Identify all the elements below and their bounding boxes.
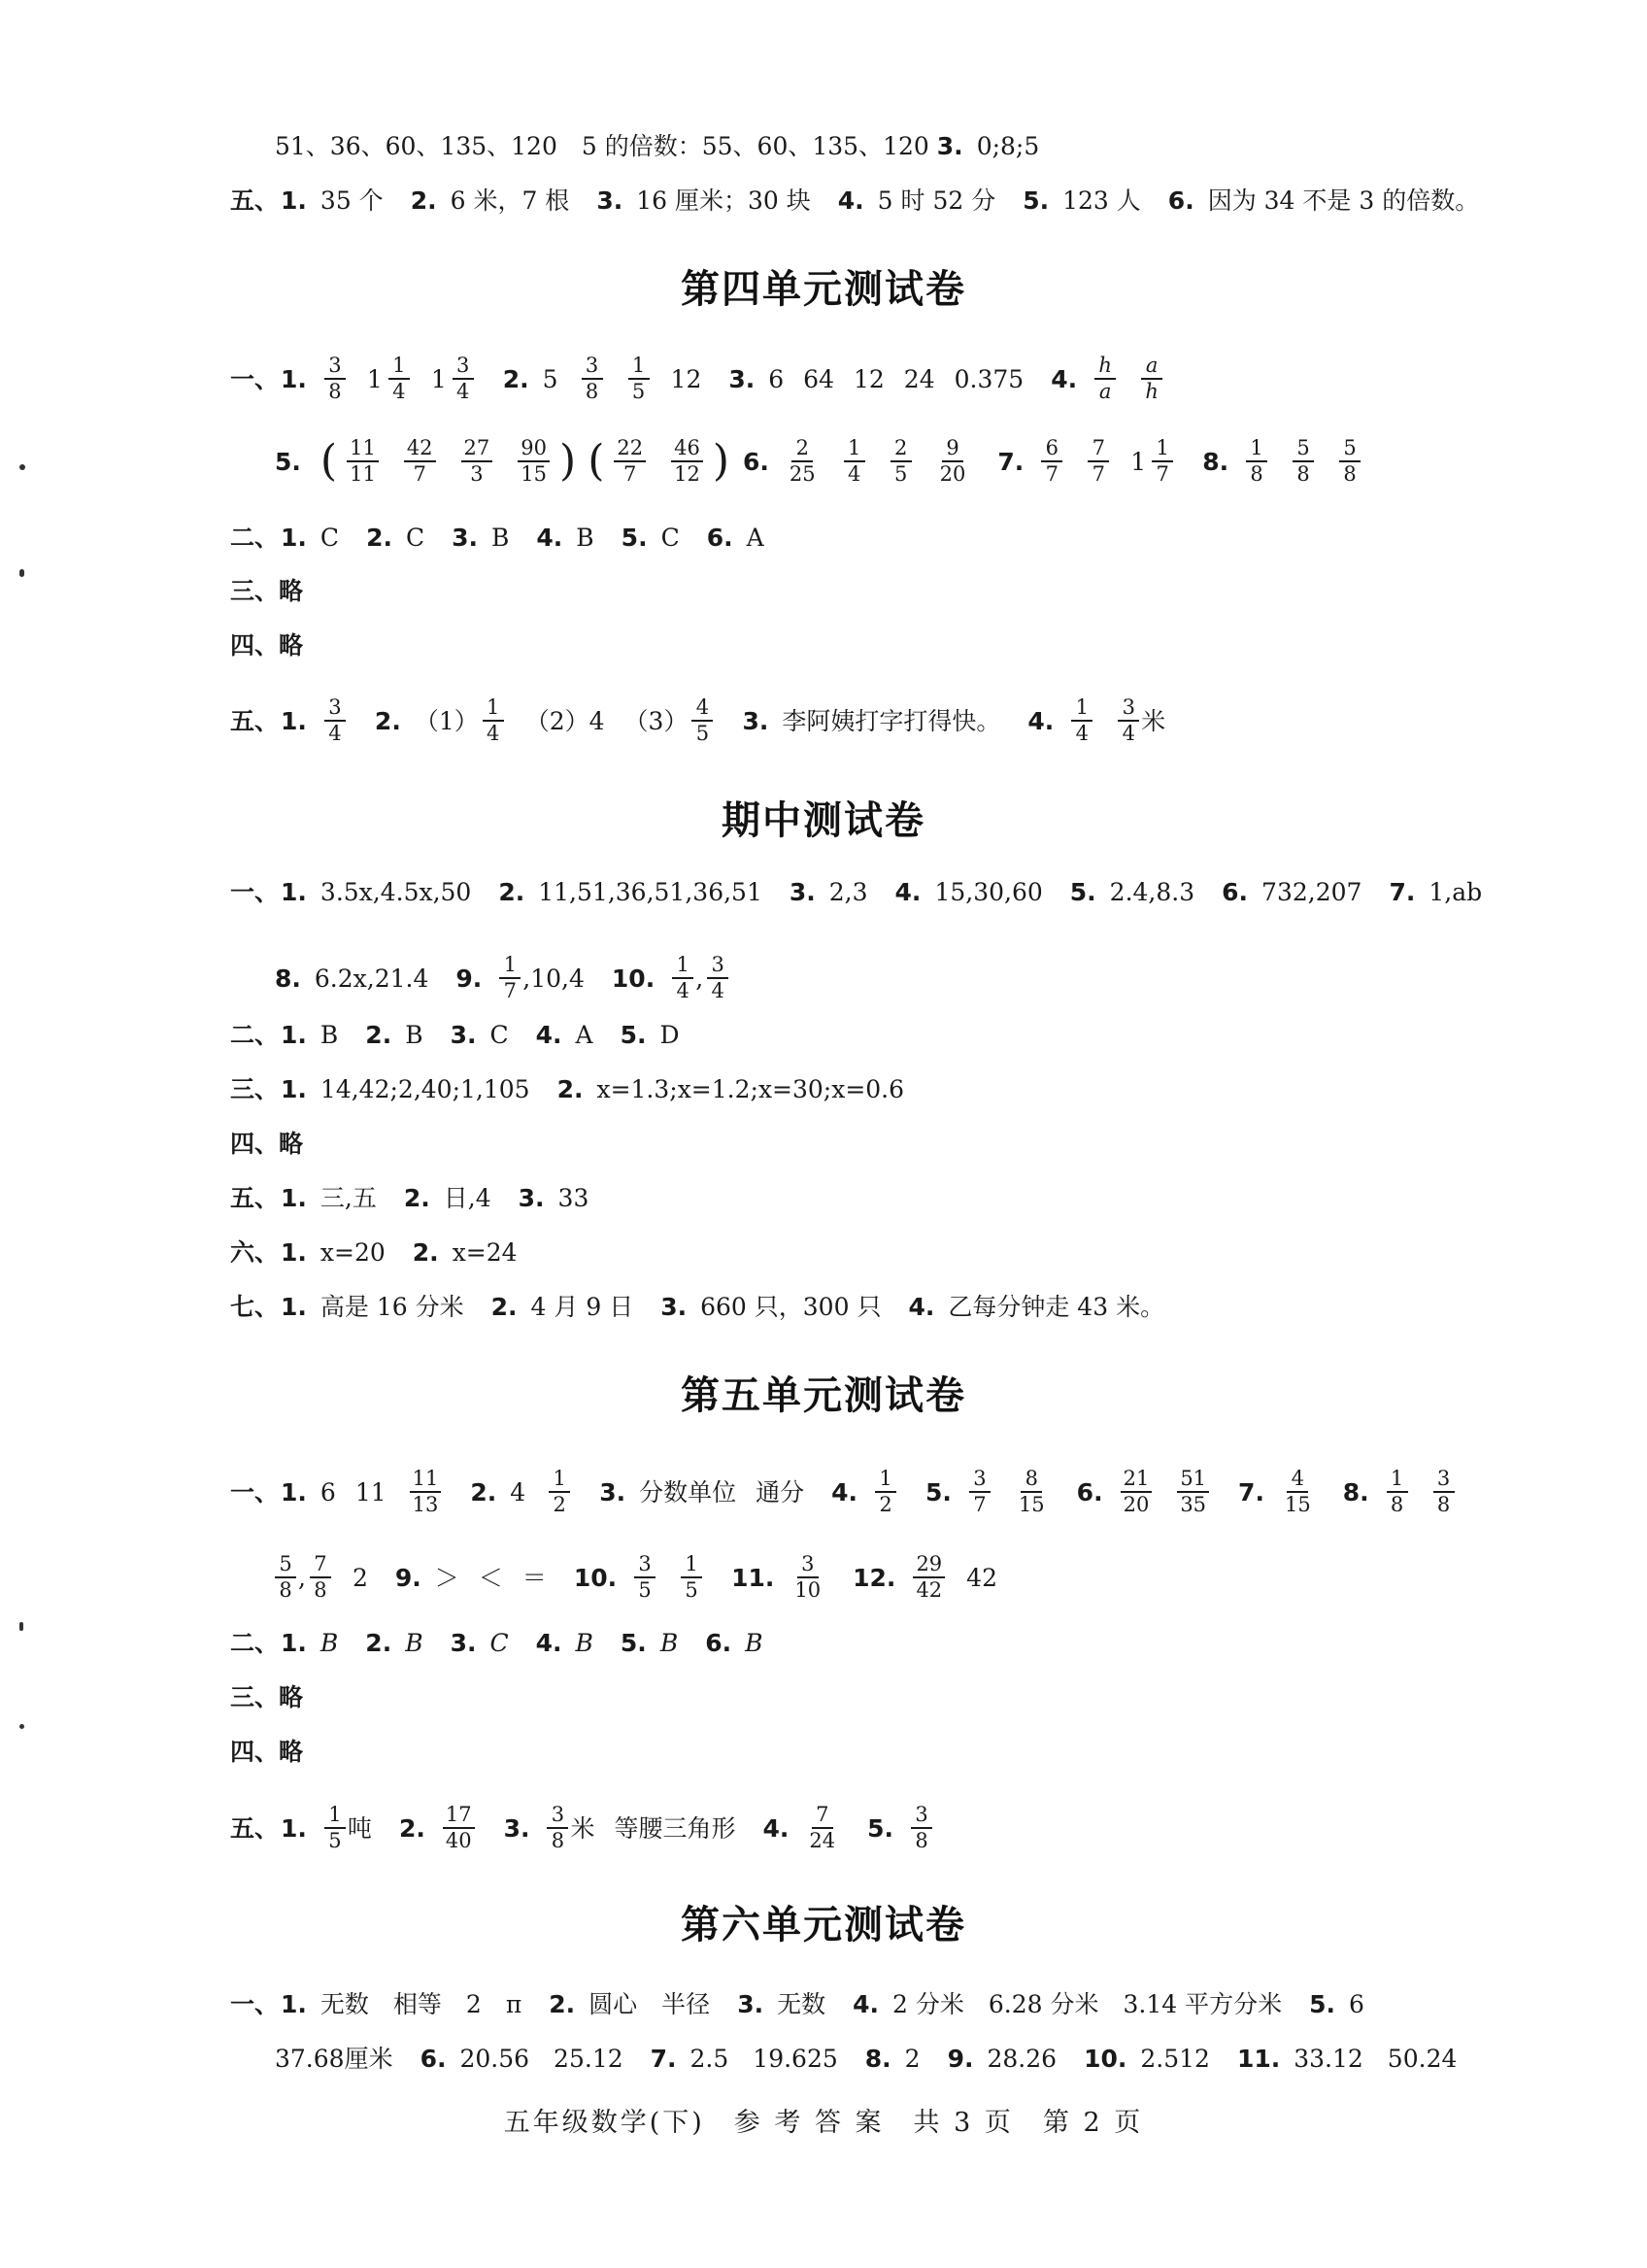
item-number: 4. [853,1990,880,2018]
section-label: 三、 [230,1075,280,1103]
text: , [695,964,704,993]
answer-text: 33 [557,1184,589,1212]
answer-text: 6 米，7 根 [450,186,570,215]
section-label: 一、 [230,364,280,393]
fraction: $\frac{29}{42}$ [913,1554,945,1601]
answer-line [230,1469,1476,1515]
answer-text: 123 人 [1062,186,1141,215]
fraction: $\frac{h}{a}$ [1094,355,1116,402]
text: 37.68厘米 [275,2045,393,2073]
answer-text: 高是 16 分米 [319,1293,464,1321]
item-number: 2. [556,1075,584,1103]
item-number: 3. [737,1990,764,2018]
text: 12 [853,364,885,393]
fraction: $\frac{9}{20}$ [939,436,966,486]
answer-line [230,1077,924,1101]
text: 4 [510,1477,526,1506]
answer-text: B [745,1629,763,1657]
item-number: 2. [549,1990,576,2018]
fraction: $\frac{1}{4}$ [1071,697,1092,744]
answer-text: C [660,524,680,552]
item-number: 3. [596,186,623,215]
answer-text: 2 [904,2045,921,2073]
fraction: $\frac{3}{8}$ [324,355,346,402]
item-number: 1. [281,878,307,906]
section-label: 七、 [230,1293,280,1321]
item-number: 4. [908,1293,935,1321]
item-number: 6. [1222,878,1249,906]
fraction: $\frac{1}{5}$ [628,355,650,402]
item-number: 4. [535,1021,562,1049]
section-label: 五、 [230,1813,280,1843]
answer-line [230,188,1498,213]
answer-text: 日,4 [443,1184,491,1212]
answer-line [230,1023,699,1047]
item-number: 10. [611,964,655,993]
item-number: 5. [621,524,648,552]
fraction: $\frac{3}{4}$ [324,697,346,744]
answer-text: 无数 [777,1990,826,2018]
item-number: 1. [281,1293,307,1321]
answer-line [275,438,1382,485]
item-number: 2. [366,524,392,552]
answer-text: 11,51,36,51,36,51 [538,878,762,906]
item-number: 1. [281,1021,307,1049]
item-number: 3. [936,132,963,160]
section-label: 三、略 [230,577,304,605]
answer-text: A [746,524,764,552]
section-label: 五、 [230,186,280,215]
item-number: 5. [867,1813,894,1843]
fraction: $\frac{1}{5}$ [681,1554,702,1601]
answer-text: 2.4,8.3 [1109,878,1195,906]
item-number: 1. [281,1477,307,1506]
text: 11 [354,1477,387,1506]
fraction: $\frac{1}{4}$ [672,955,693,1001]
item-number: 2. [498,878,525,906]
item-number: 7. [997,447,1025,476]
item-number: 2. [410,186,437,215]
item-number: 6. [1167,186,1194,215]
fraction: $\frac{46}{12}$ [671,438,703,485]
answer-text: 2.512 [1140,2045,1210,2073]
item-number: 2. [403,1184,430,1212]
item-number: 10. [1084,2045,1127,2073]
fraction: $\frac{3}{8}$ [911,1805,932,1851]
section-label: 二、 [230,524,280,552]
fraction: $\frac{3}{4}$ [1118,697,1139,744]
section-label: 四、略 [230,1130,304,1158]
text: （3） [623,706,689,735]
item-number: 3. [518,1184,545,1212]
item-number: 2. [502,364,529,393]
answer-line [230,1240,537,1265]
item-number: 3. [728,364,756,393]
answer-text: B [319,1629,339,1657]
item-number: 2. [374,706,401,735]
fraction: $\frac{8}{15}$ [1018,1467,1045,1516]
fraction: $\frac{1}{4}$ [388,355,410,402]
answer-text: 4 月 9 日 [530,1293,634,1321]
answer-text: x=24 [452,1238,518,1267]
text: 42 [966,1563,997,1592]
fraction: $\frac{11}{13}$ [410,1469,442,1515]
fraction: $\frac{90}{15}$ [518,438,550,485]
item-number: 1. [281,1075,307,1103]
item-number: 2. [412,1238,439,1267]
fraction: $\frac{2}{5}$ [891,438,912,485]
answer-text: 2.5 19.625 [689,2045,838,2073]
answer-text: 乙每分钟走 43 米。 [948,1293,1165,1321]
section-label: 三、略 [230,1683,304,1711]
answer-text: 5 时 52 分 [877,186,996,215]
text: 6 [768,364,785,393]
text: ＞ [434,1563,459,1592]
text: 等腰三角形 [614,1813,736,1843]
item-number: 3. [660,1293,688,1321]
item-number: 1. [281,1990,307,2018]
item-number: 1. [281,1813,307,1843]
answer-text: 圆心 半径 [588,1990,711,2018]
text: 24 [903,364,935,393]
fraction: $\frac{2}{25}$ [789,436,816,486]
continuation-line [275,134,1039,158]
answer-text: C [489,1021,509,1049]
answer-line [230,633,305,658]
answer-text: B [319,1021,339,1049]
item-number: 9. [394,1563,421,1592]
item-number: 1. [281,186,307,215]
section-label: 六、 [230,1238,280,1267]
item-number: 1. [281,524,307,552]
fraction: $\frac{1}{8}$ [1246,438,1267,485]
scan-mark [19,1724,24,1729]
answer-text: 三,五 [319,1184,377,1212]
item-number: 5. [620,1021,647,1049]
fraction: $\frac{1}{8}$ [1387,1469,1408,1515]
answer-text: 28.26 [987,2045,1058,2073]
text: 米 [570,1813,595,1843]
fraction: $\frac{5}{8}$ [1339,438,1361,485]
text: , [298,1563,306,1592]
answer-text: x=1.3;x=1.2;x=30;x=0.6 [596,1075,905,1103]
item-number: 2. [398,1813,425,1843]
item-number: 5. [620,1629,647,1657]
answer-line [230,1631,782,1655]
answer-line [230,355,1184,402]
fraction: $\frac{22}{7}$ [614,438,646,485]
item-number: 7. [650,2045,677,2073]
answer-line [230,579,305,603]
item-number: 2. [365,1021,392,1049]
scan-mark [19,464,25,470]
answer-line [230,1740,305,1764]
text: 6.2x,21.4 [314,964,429,993]
item-number: 8. [275,964,301,993]
section-label: 二、 [230,1021,280,1049]
answer-line [275,2047,1476,2071]
answer-line [230,1685,305,1709]
item-number: 6. [1076,1477,1103,1506]
fraction: $\frac{3}{10}$ [794,1552,822,1602]
section-label: 四、略 [230,1738,304,1766]
fraction: $\frac{3}{4}$ [707,955,728,1001]
item-number: 2. [470,1477,497,1506]
item-number: 3. [450,1021,477,1049]
text: ＜ [478,1563,503,1592]
paren-close: ) [559,436,577,487]
section-label: 四、略 [230,631,304,660]
item-number: 4. [1027,706,1055,735]
answer-text: 2 分米 6.28 分米 3.14 平方分米 [892,1990,1283,2018]
answer-line [230,1295,1184,1319]
section-title: 第六单元测试卷 [681,1903,966,1947]
item-number: 11. [731,1563,775,1592]
fraction: $\frac{1}{7}$ [499,955,521,1001]
answer-line [230,525,784,550]
answer-line [230,697,1165,744]
text: 2 [352,1563,368,1592]
answer-text: 因为 34 不是 3 的倍数。 [1207,186,1480,215]
item-number: 3. [503,1813,530,1843]
fraction: $\frac{21}{20}$ [1121,1469,1153,1515]
answer-line [230,880,1501,904]
item-number: 8. [1342,1477,1369,1506]
item-number: 9. [455,964,483,993]
whole-part: 1 [430,364,447,393]
item-number: 3. [789,878,816,906]
item-number: 4. [1051,364,1078,393]
fraction: $\frac{7}{24}$ [809,1803,836,1852]
fraction: $\frac{3}{5}$ [634,1554,655,1601]
answer-text: C [405,524,425,552]
text: 米 [1141,706,1166,735]
fraction: $\frac{3}{4}$ [453,355,474,402]
item-number: 4. [535,1629,562,1657]
item-number: 5. [1023,186,1050,215]
answer-line [230,1186,608,1210]
item-number: 4. [762,1813,790,1843]
scan-mark [19,569,24,577]
fraction: $\frac{51}{35}$ [1177,1469,1209,1515]
item-number: 7. [1238,1477,1264,1506]
fraction: $\frac{3}{8}$ [582,355,603,402]
answer-line [275,955,750,1001]
item-number: 10. [573,1563,618,1592]
answer-text: 20.56 25.12 [459,2045,623,2073]
item-number: 2. [365,1629,392,1657]
answer-text: 15,30,60 [934,878,1043,906]
text: 李阿姨打字打得快。 [782,706,1001,735]
section-label: 二、 [230,1629,280,1657]
answer-line [230,1992,1384,2016]
answer-text: B [575,1629,593,1657]
item-number: 8. [864,2045,891,2073]
answer-text: B [576,524,594,552]
item-number: 9. [947,2045,974,2073]
text: 0;8;5 [976,132,1040,160]
fraction: $\frac{17}{40}$ [443,1805,475,1851]
fraction: $\frac{4}{15}$ [1284,1467,1311,1516]
fraction: $\frac{7}{8}$ [310,1554,331,1601]
fraction: $\frac{1}{4}$ [844,438,865,485]
section-title: 期中测试卷 [722,798,925,843]
text: 分数单位 [639,1477,737,1506]
section-title: 第四单元测试卷 [681,267,966,312]
text: 6 [319,1477,336,1506]
section-title: 第五单元测试卷 [681,1373,966,1418]
item-number: 1. [281,1238,307,1267]
section-label: 一、 [230,1477,280,1506]
paren-close: ) [712,436,729,487]
fraction: $\frac{3}{8}$ [1433,1469,1455,1515]
item-number: 7. [1389,878,1416,906]
scan-mark [19,1622,23,1631]
section-label: 一、 [230,878,280,906]
answer-line [275,1554,1017,1601]
answer-text: A [575,1021,593,1049]
fraction: $\frac{3}{7}$ [969,1469,991,1515]
text: 吨 [347,1813,372,1843]
answer-text: 无数 相等 2 π [319,1990,522,2018]
item-number: 3. [742,706,769,735]
section-label: 一、 [230,1990,280,2018]
answer-text: B [659,1629,679,1657]
fraction: $\frac{42}{7}$ [404,438,436,485]
item-number: 1. [281,706,307,735]
whole-part: 1 [1130,447,1147,476]
paren-open: ( [588,436,605,487]
answer-line [230,1805,954,1851]
paren-open: ( [319,436,338,487]
answer-text: 35 个 [319,186,384,215]
section-label: 五、 [230,706,280,735]
answer-text: 732,207 [1261,878,1362,906]
answer-text: B [405,1021,423,1049]
item-number: 6. [420,2045,447,2073]
item-number: 3. [599,1477,626,1506]
fraction: $\frac{1}{5}$ [324,1805,346,1851]
fraction: $\frac{27}{3}$ [461,438,493,485]
item-number: 4. [831,1477,858,1506]
text: 12 [670,364,702,393]
item-number: 5. [1309,1990,1335,2018]
page-footer: 五年级数学(下) 参 考 答 案 共 3 页 第 2 页 [503,2108,1144,2138]
answer-text: 660 只，300 只 [700,1293,882,1321]
item-number: 5. [925,1477,952,1506]
answer-text: 14,42;2,40;1,105 [319,1075,530,1103]
answer-text: 33.12 50.24 [1294,2045,1458,2073]
item-number: 3. [452,524,479,552]
text: 5 [542,364,558,393]
item-number: 3. [450,1629,477,1657]
item-number: 1. [281,364,307,393]
answer-text: 3.5x,4.5x,50 [319,878,472,906]
text: ＝ [521,1563,547,1592]
answer-text: 1,ab [1429,878,1483,906]
item-number: 4. [536,524,563,552]
fraction: $\frac{11}{11}$ [347,438,379,485]
whole-part: 1 [366,364,383,393]
answer-text: D [659,1021,680,1049]
fraction: $\frac{6}{7}$ [1041,438,1062,485]
item-number: 6. [706,524,733,552]
item-number: 4. [894,878,922,906]
answer-text: B [491,524,510,552]
text: （1） [414,706,479,735]
answer-text: 6 [1349,1990,1364,2018]
text: ,10,4 [522,964,585,993]
text: 51、36、60、135、120 5 的倍数：55、60、135、120 [275,132,929,160]
item-number: 8. [1202,447,1229,476]
item-number: 5. [1069,878,1096,906]
item-number: 2. [490,1293,518,1321]
fraction: $\frac{1}{2}$ [875,1469,896,1515]
item-number: 5. [275,447,301,476]
answer-text: C [489,1629,509,1657]
fraction: $\frac{7}{7}$ [1088,438,1109,485]
fraction: $\frac{4}{5}$ [691,697,713,744]
item-number: 6. [705,1629,732,1657]
text: （2）4 [524,706,605,735]
fraction: $\frac{5}{8}$ [1293,438,1314,485]
answer-text: C [319,524,340,552]
fraction: $\frac{a}{h}$ [1141,355,1162,402]
fraction: $\frac{5}{8}$ [275,1554,296,1601]
answer-text: B [405,1629,423,1657]
answer-text: x=20 [319,1238,386,1267]
text: 64 [803,364,834,393]
fraction: $\frac{1}{2}$ [549,1469,570,1515]
text: 0.375 [954,364,1025,393]
fraction: $\frac{3}{8}$ [547,1805,568,1851]
section-label: 五、 [230,1184,280,1212]
fraction: $\frac{1}{4}$ [483,697,504,744]
item-number: 12. [853,1563,896,1592]
item-number: 11. [1236,2045,1281,2073]
fraction: $\frac{1}{7}$ [1152,438,1173,485]
answer-line [230,1132,305,1156]
text: 通分 [756,1477,805,1506]
answer-text: 16 厘米；30 块 [636,186,811,215]
item-number: 1. [281,1184,307,1212]
item-number: 1. [281,1629,307,1657]
answer-text: 2,3 [828,878,868,906]
item-number: 4. [837,186,864,215]
item-number: 6. [743,447,769,476]
